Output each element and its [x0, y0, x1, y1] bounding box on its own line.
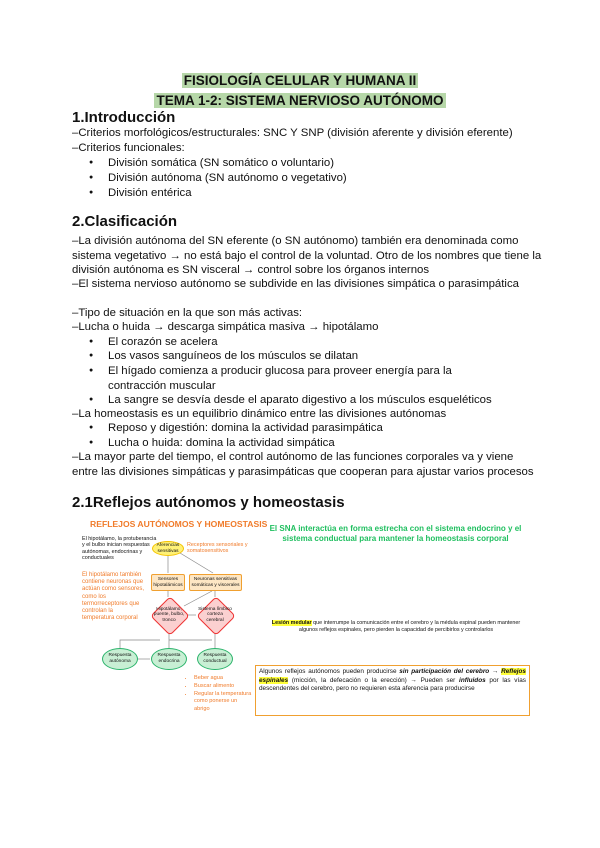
- list-item: ● División somática (SN somático o voluntario): [108, 156, 538, 171]
- list-item: ● Lucha o huida: domina la actividad simpática: [108, 436, 538, 451]
- paragraph: –Criterios morfológicos/estructurales: SNC Y SNP (división aferente y división eferente): [72, 127, 513, 139]
- receptors-note: Receptores sensoriales y somatosensitivos: [187, 542, 248, 555]
- paragraph: –La división autónoma del SN eferente (o SN autónomo) también era denominada como sistema vegetativo → no está bajo el control de la voluntad. Otro de los nombres que tiene la división autónoma es SN visceral → control sobre los órganos internos: [72, 235, 542, 277]
- heading-introduccion: 1.Introducción: [72, 109, 176, 126]
- figure-title: REFLEJOS AUTÓNOMOS Y HOMEOSTASIS: [90, 519, 268, 529]
- list-item: ● La sangre se desvía desde el aparato digestivo a los músculos esqueléticos: [108, 393, 538, 408]
- response-autonomic: Respuesta autónoma: [102, 648, 138, 670]
- list-item: ● Los vasos sanguíneos de los músculos se dilatan: [108, 349, 538, 364]
- spinal-reflex-box: Algunos reflejos autónomos pueden producirse sin participación del cerebro → Reflejos espinales (micción, la defecación o la erección) → Pueden ser influidos por las vías descendentes del cerebro, pero no requieren esta aferencia para producirse: [255, 665, 530, 716]
- list-item: ● El hígado comienza a producir glucosa para proveer energía para la contracción muscular: [108, 364, 508, 393]
- list-item: • Buscar alimento: [194, 683, 252, 691]
- doc-subtitle: TEMA 1-2: SISTEMA NERVIOSO AUTÓNOMO: [156, 93, 444, 108]
- list-item: ● División entérica: [108, 186, 538, 201]
- list-item: • Beber agua: [194, 675, 252, 683]
- diamond-limbic: Sistema límbico corteza cerebral: [198, 606, 232, 623]
- response-behavioral: Respuesta conductual: [197, 648, 233, 670]
- sensors-box: Sensores hipotalámicos: [151, 574, 185, 591]
- neurons-box: Neuronas sensitivas somáticas y viscerales: [189, 574, 242, 591]
- list-item: • Regular la temperatura como ponerse un abrigo: [194, 691, 252, 714]
- hypothalamus-note: El hipotálamo también contiene neuronas que actúan como sensores, como los termorreceptores que controlan la temperatura corporal: [82, 572, 145, 622]
- paragraph: –La homeostasis es un equilibrio dinámico entre las divisiones autónomas: [72, 408, 447, 420]
- afferent-ellipse: Aferencias sensitivas: [152, 541, 184, 556]
- list-item: ● El corazón se acelera: [108, 335, 538, 350]
- behavior-list: [186, 675, 252, 714]
- list-item: ● Reposo y digestión: domina la actividad parasimpática: [108, 421, 538, 436]
- lesion-note: Lesión medular que interrumpe la comunicación entre el cerebro y la médula espinal pueden mantener algunos reflejos espinales, pero pierden la capacidad de percibirlos y controlarlos: [271, 620, 521, 633]
- paragraph: –Tipo de situación en la que son más activas:: [72, 307, 303, 319]
- sna-note: El SNA interactúa en forma estrecha con el sistema endocrino y el sistema conductual para mantener la homeostasis corporal: [269, 524, 522, 543]
- heading-clasificacion: 2.Clasificación: [72, 213, 178, 230]
- response-endocrine: Respuesta endocrina: [151, 648, 187, 670]
- paragraph: –La mayor parte del tiempo, el control autónomo de las funciones corporales va y viene entre las divisiones simpáticas y parasimpáticas que cooperan para ajustar varios procesos: [72, 451, 534, 478]
- paragraph: –El sistema nervioso autónomo se subdivide en las divisiones simpática o parasimpática: [72, 278, 519, 290]
- doc-title: FISIOLOGÍA CELULAR Y HUMANA II: [183, 73, 417, 88]
- diamond-hypothalamus: Hipotálamo, puente, bulbo, tronco: [153, 606, 185, 623]
- paragraph: –Criterios funcionales:: [72, 142, 185, 154]
- paragraph: –Lucha o huida → descarga simpática masiva → hipotálamo: [72, 321, 379, 333]
- list-item: ● División autónoma (SN autónomo o vegetativo): [108, 171, 538, 186]
- heading-reflejos: 2.1Reflejos autónomos y homeostasis: [72, 494, 345, 511]
- figure-intro: El hipotálamo, la protuberancia y el bulbo inician respuestas autónomas, endocrinas y conductuales: [82, 536, 157, 562]
